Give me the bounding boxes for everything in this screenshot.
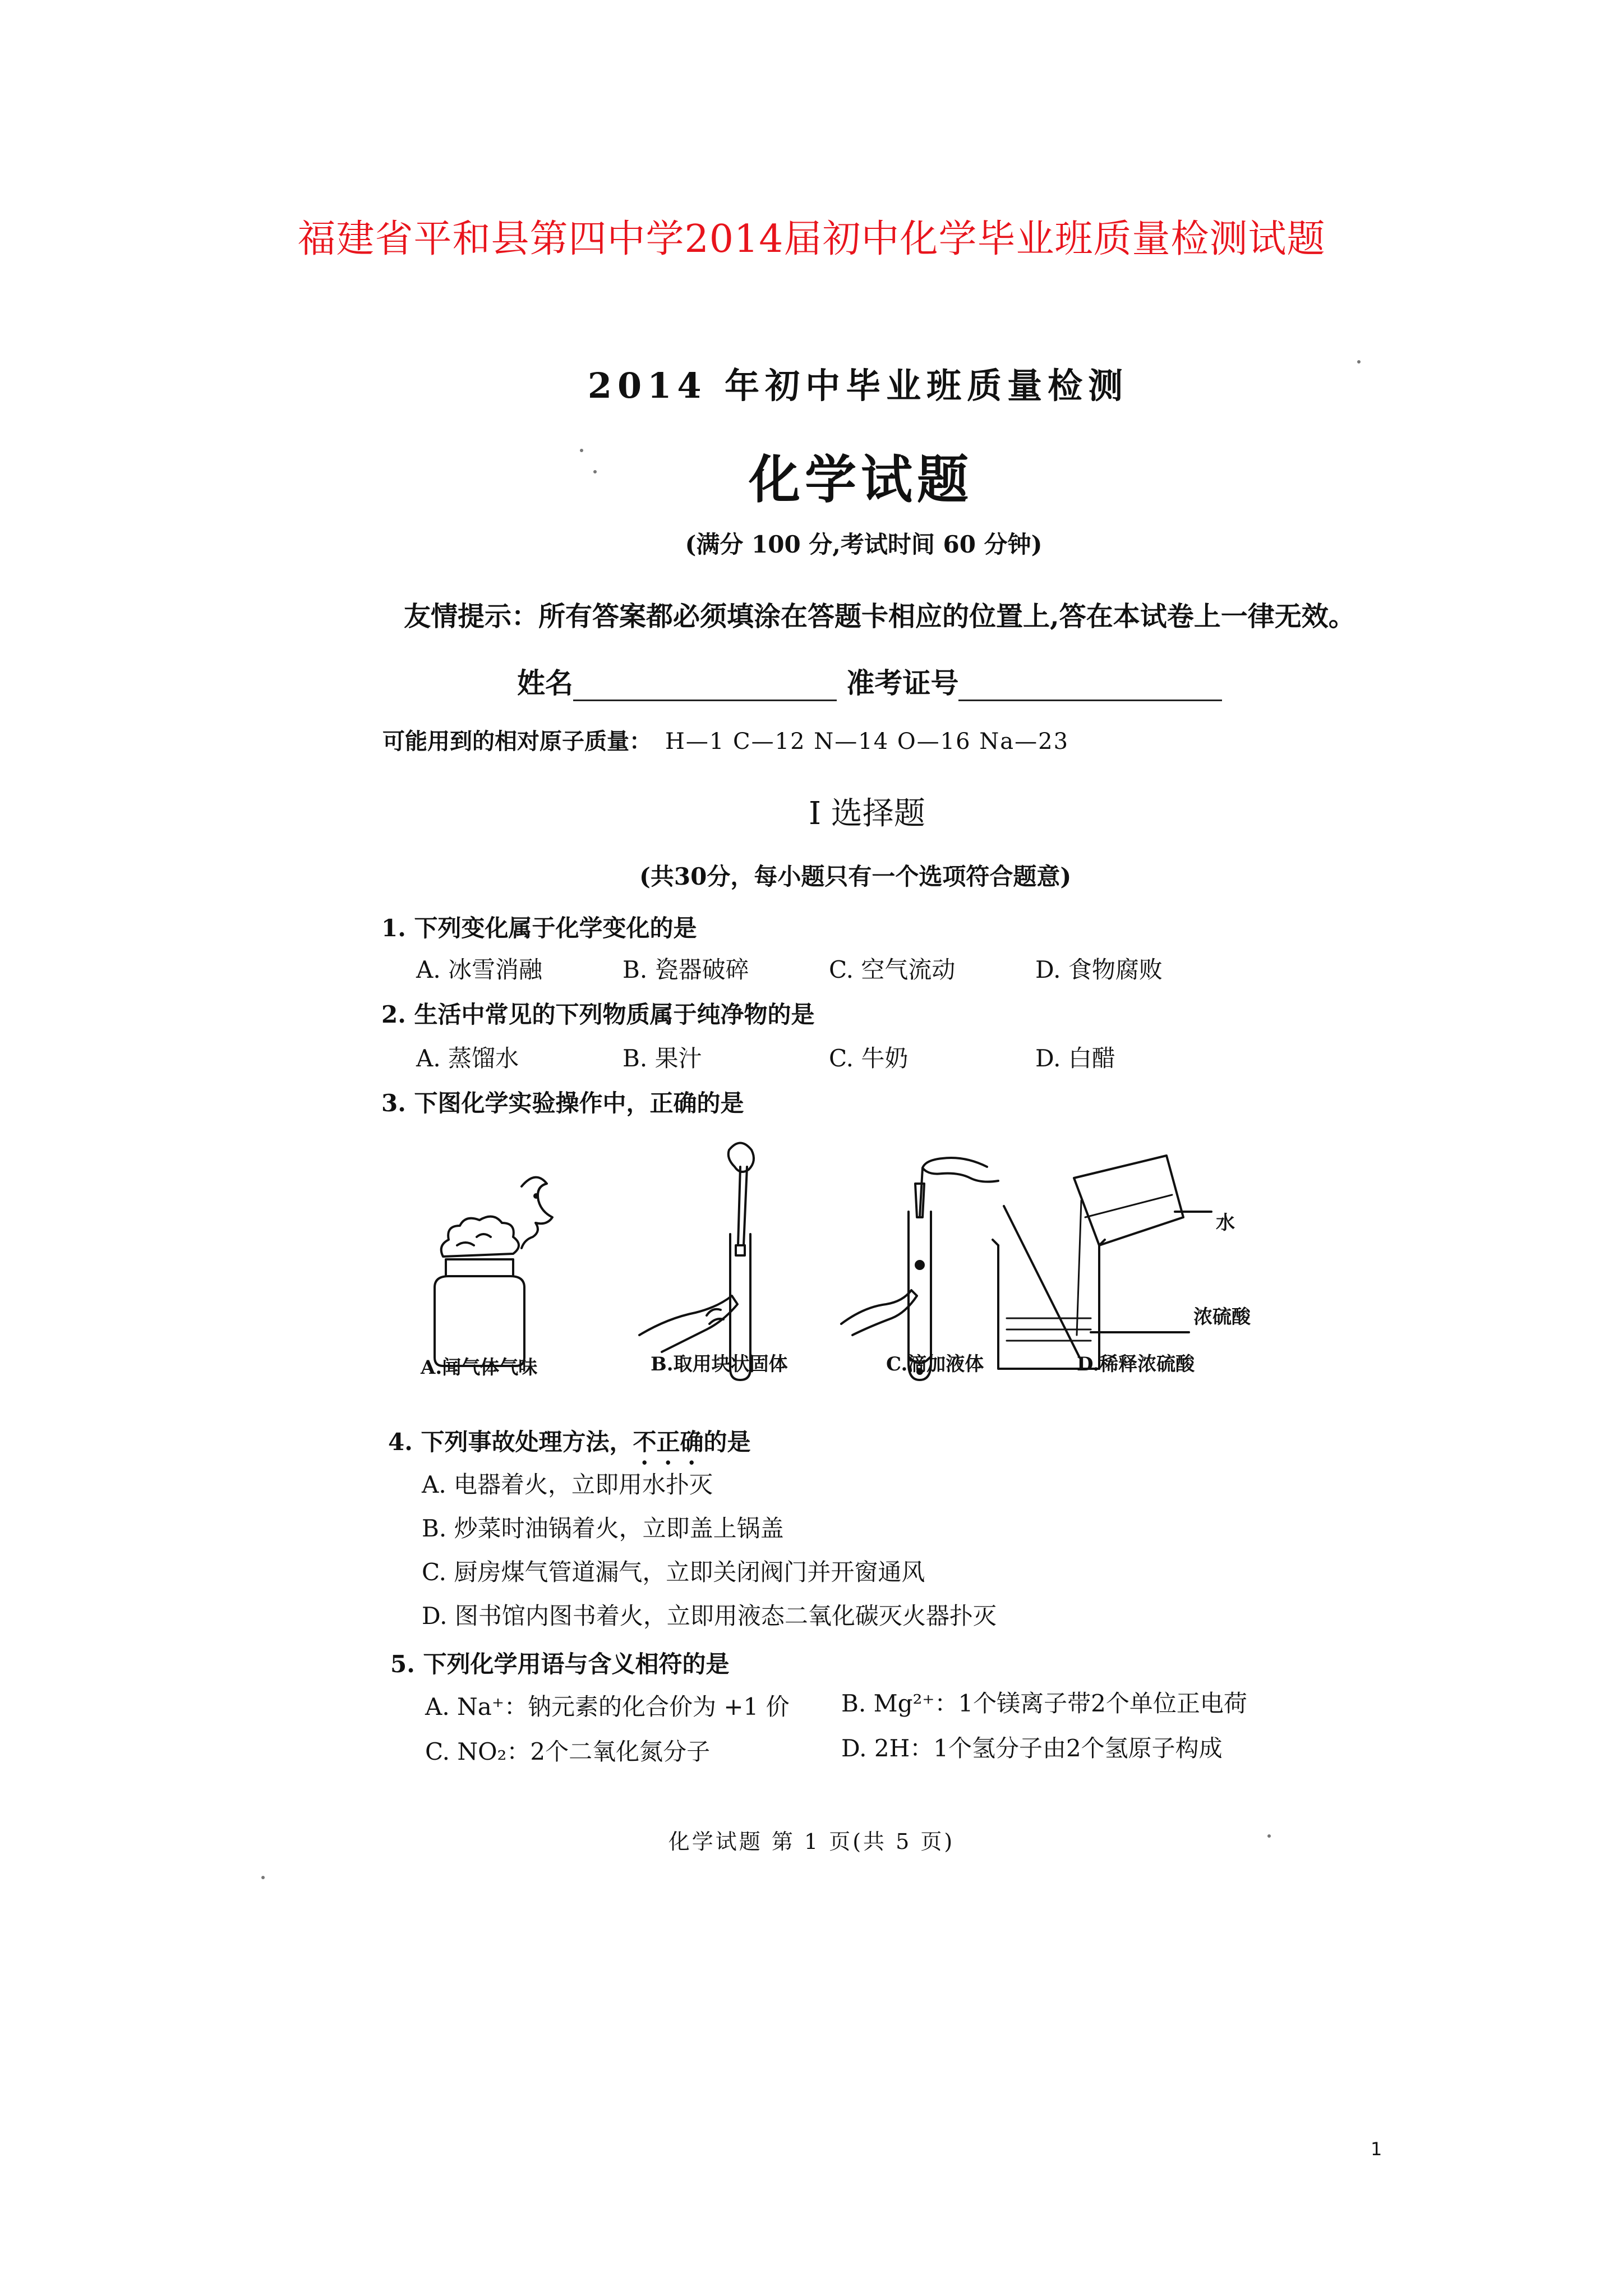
figure-b-take-solid (639, 1143, 754, 1381)
question-1-option-b: B. 瓷器破碎 (623, 956, 749, 983)
atomic-mass-line (382, 724, 1069, 756)
question-1-option-d: D. 食物腐败 (1035, 956, 1163, 983)
exam-duration-note: (满分 100 分,考试时间 60 分钟) (685, 531, 1043, 558)
question-1-option-c: C. 空气流动 (829, 956, 956, 983)
atomic-mass-values: H—1 C—12 N—14 O—16 Na—23 (665, 729, 1069, 754)
question-2-stem: 2. 生活中常见的下列物质属于纯净物的是 (381, 1001, 815, 1028)
page-number: 1 (1371, 2138, 1382, 2160)
atomic-mass-label: 可能用到的相对原子质量： (382, 728, 652, 754)
figure-caption-a: A.闻气体气味 (421, 1356, 538, 1379)
question-2-option-c: C. 牛奶 (829, 1045, 909, 1072)
question-1-stem: 1. 下列变化属于化学变化的是 (381, 914, 697, 942)
exam-page-footer: 化学试题 第 1 页(共 5 页) (668, 1829, 955, 1854)
question-1-option-a: A. 冰雪消融 (416, 956, 543, 983)
question-2-option-a: A. 蒸馏水 (416, 1045, 519, 1072)
question-5-option-d: D. 2H：1个氢分子由2个氢原子构成 (841, 1734, 1223, 1762)
figure-caption-b: B.取用块状固体 (651, 1353, 788, 1375)
figure-a-smell-gas (435, 1177, 552, 1366)
question-3-stem: 3. 下图化学实验操作中，正确的是 (381, 1089, 744, 1117)
question-4-stem-post: 的是 (703, 1428, 751, 1456)
exam-id-label: 准考证号 (846, 666, 959, 700)
scan-speck (1267, 1834, 1271, 1838)
scan-speck (580, 449, 583, 452)
question-4-option-b: B. 炒菜时油锅着火，立即盖上锅盖 (422, 1515, 784, 1542)
friendly-tip: 友情提示：所有答案都必须填涂在答题卡相应的位置上,答在本试卷上一律无效。 (404, 601, 1355, 632)
section-heading: Ⅰ 选择题 (809, 795, 925, 832)
figure-caption-c: C.滴加液体 (886, 1353, 984, 1375)
question-5-option-c: C. NO₂：2个二氧化氮分子 (425, 1738, 711, 1765)
question-5-stem: 5. 下列化学用语与含义相符的是 (390, 1650, 730, 1678)
figure-label-acid: 浓硫酸 (1193, 1306, 1251, 1328)
document-title: 福建省平和县第四中学2014届初中化学毕业班质量检测试题 (297, 217, 1326, 261)
candidate-fields (517, 661, 1222, 701)
figure-label-water: 水 (1216, 1212, 1235, 1234)
exam-title: 2014 年初中毕业班质量检测 (587, 365, 1129, 406)
question-2-option-d: D. 白醋 (1035, 1045, 1115, 1072)
lab-operations-figure (404, 1133, 1357, 1391)
question-4-option-c: C. 厨房煤气管道漏气，立即关闭阀门并开窗通风 (422, 1558, 925, 1586)
scan-speck (261, 1876, 265, 1879)
section-note: (共30分，每小题只有一个选项符合题意) (639, 863, 1072, 890)
figure-c-add-liquid (841, 1158, 998, 1380)
exam-id-blank (958, 675, 1222, 701)
name-blank (573, 675, 837, 701)
exam-subject: 化学试题 (748, 449, 973, 510)
question-4-stem-emphasis: 不正确 (633, 1428, 704, 1456)
question-5-option-b: B. Mg²⁺：1个镁离子带2个单位正电荷 (841, 1690, 1247, 1717)
question-5-option-a: A. Na⁺：钠元素的化合价为 +1 价 (425, 1693, 790, 1720)
scan-speck (593, 470, 597, 473)
question-4-option-d: D. 图书馆内图书着火，立即用液态二氧化碳灭火器扑灭 (422, 1602, 997, 1630)
scan-speck (1357, 360, 1361, 364)
figure-d-dilute-acid (993, 1156, 1211, 1369)
figure-caption-d: D.稀释浓硫酸 (1077, 1353, 1195, 1375)
question-2-option-b: B. 果汁 (623, 1045, 702, 1072)
question-4-stem-pre: 4. 下列事故处理方法， (388, 1428, 633, 1456)
question-4-option-a: A. 电器着火，立即用水扑灭 (422, 1471, 713, 1498)
question-4-stem (388, 1424, 751, 1470)
name-label: 姓名 (517, 666, 573, 700)
